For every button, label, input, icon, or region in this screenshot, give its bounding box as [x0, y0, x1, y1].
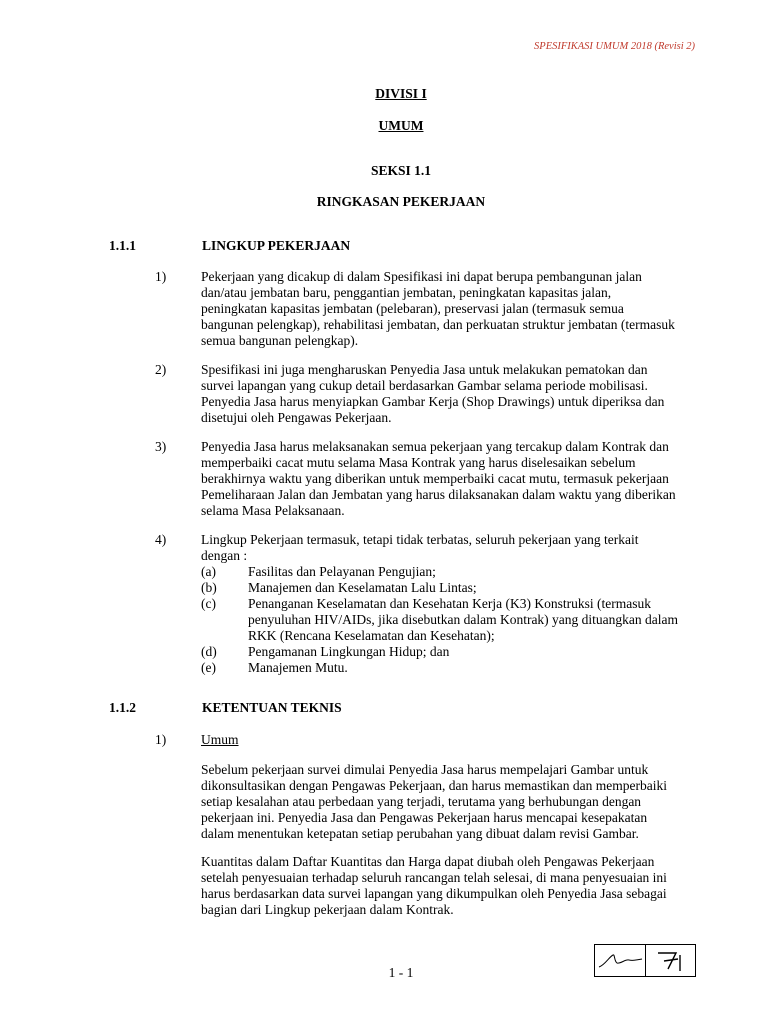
- text-line: dan/atau jembatan baru, penggantian jembatan, peningkatan kapasitas jalan,: [201, 285, 612, 300]
- text-line: bangunan pelengkap), rehabilitasi jembatan, dan perkuatan struktur jembatan (termasuk: [201, 317, 675, 332]
- umum-heading: UMUM: [378, 118, 424, 133]
- signature-cell-1: [595, 945, 646, 976]
- text-line: RKK (Rencana Keselamatan dan Kesehatan);: [248, 628, 495, 643]
- subitem-letter: (e): [201, 660, 216, 675]
- text-line: Spesifikasi ini juga mengharuskan Penyedia Jasa untuk melakukan pematokan dan: [201, 362, 648, 377]
- section-1-1-2-title: KETENTUAN TEKNIS: [202, 700, 342, 715]
- text-line: Penyedia Jasa harus melaksanakan semua pekerjaan yang tercakup dalam Kontrak dan: [201, 439, 669, 454]
- text-line: memperbaiki cacat mutu selama Masa Kontrak yang harus diselesaikan sebelum: [201, 455, 636, 470]
- text-line: disetujui oleh Pengawas Pekerjaan.: [201, 410, 392, 425]
- subitem-a: [201, 564, 696, 580]
- signature-1-icon: [595, 945, 645, 976]
- subitem-text: Manajemen dan Keselamatan Lalu Lintas;: [248, 580, 477, 595]
- text-line: berakhirnya waktu yang diberikan untuk memperbaiki cacat mutu, termasuk pekerjaan: [201, 471, 669, 486]
- item-1-paragraph: [201, 269, 695, 349]
- item-1-number: 1): [155, 269, 167, 284]
- text-line: dalam menentukan ketepatan setiap perubahan yang dibuat dalam revisi Gambar.: [201, 826, 639, 841]
- text-line: semua bangunan pelengkap).: [201, 333, 359, 348]
- text-line: peningkatan kapasitas jembatan (pelebaran), preservasi jalan (termasuk semua: [201, 301, 624, 316]
- text-line: Pekerjaan yang dicakup di dalam Spesifikasi ini dapat berupa pembangunan jalan: [201, 269, 642, 284]
- text-line: Pemeliharaan Jalan dan Jembatan yang harus dilaksanakan dalam waktu yang diberikan: [201, 487, 676, 502]
- subitem-text: Manajemen Mutu.: [248, 660, 348, 675]
- text-line: harus berdasarkan data survei lapangan yang dikumpulkan oleh Penyedia Jasa sebagai: [201, 886, 667, 901]
- subitem-letter: (b): [201, 580, 217, 595]
- text-line: Kuantitas dalam Daftar Kuantitas dan Harga dapat diubah oleh Pengawas Pekerjaan: [201, 854, 655, 869]
- initials-box: [594, 944, 696, 977]
- section-1-1-1-number: 1.1.1: [109, 238, 136, 253]
- subitem-letter: (c): [201, 596, 216, 611]
- item-2-number: 2): [155, 362, 167, 377]
- umum-paragraph-1: [201, 762, 695, 842]
- subitem-b: [201, 580, 696, 596]
- text-line: dikonsultasikan dengan Pengawas Pekerjaan, dan harus memastikan dan memperbaiki: [201, 778, 667, 793]
- text-line: Penyedia Jasa harus menyiapkan Gambar Kerja (Shop Drawings) untuk diperiksa dan: [201, 394, 665, 409]
- text-line: penyuluhan HIV/AIDs, jika disebutkan dalam Kontrak) yang dituangkan dalam: [248, 612, 679, 627]
- subitem-text: [248, 596, 696, 644]
- text-line: dengan :: [201, 548, 248, 563]
- subitem-text: Fasilitas dan Pelayanan Pengujian;: [248, 564, 436, 579]
- umum-paragraph-2: [201, 854, 695, 918]
- subitem-letter: (a): [201, 564, 216, 579]
- text-line: Sebelum pekerjaan survei dimulai Penyedia Jasa harus mempelajari Gambar untuk: [201, 762, 649, 777]
- signature-cell-2: [646, 945, 696, 976]
- subitem-d: [201, 644, 696, 660]
- section-1-1-1-title: LINGKUP PEKERJAAN: [202, 238, 351, 253]
- text-line: Penanganan Keselamatan dan Kesehatan Kerja (K3) Konstruksi (termasuk: [248, 596, 651, 611]
- text-line: selama Masa Pelaksanaan.: [201, 503, 345, 518]
- text-line: pekerjaan ini. Penyedia Jasa dan Pengawas Pekerjaan harus mencapai kesepakatan: [201, 810, 648, 825]
- seksi-heading: SEKSI 1.1: [370, 163, 432, 178]
- header-spec-title: SPESIFIKASI UMUM 2018 (Revisi 2): [534, 41, 695, 52]
- ringkasan-heading: RINGKASAN PEKERJAAN: [316, 194, 486, 209]
- text-line: Lingkup Pekerjaan termasuk, tetapi tidak terbatas, seluruh pekerjaan yang terkait: [201, 532, 639, 547]
- subitem-c: [201, 596, 696, 644]
- item-3-number: 3): [155, 439, 167, 454]
- item-3-paragraph: [201, 439, 695, 519]
- item-4-number: 4): [155, 532, 167, 547]
- divisi-heading: DIVISI I: [375, 86, 427, 101]
- subitem-text: Pengamanan Lingkungan Hidup; dan: [248, 644, 450, 659]
- text-line: bagian dari Lingkup pekerjaan dalam Kontrak.: [201, 902, 454, 917]
- text-line: survei lapangan yang cukup detail berdasarkan Gambar selama periode mobilisasi.: [201, 378, 648, 393]
- item-2-paragraph: [201, 362, 695, 426]
- subitem-e: [201, 660, 696, 676]
- subitem-letter: (d): [201, 644, 217, 659]
- item-umum-number: 1): [155, 732, 167, 747]
- page-number: 1 - 1: [388, 965, 414, 980]
- item-umum-title: Umum: [201, 732, 239, 747]
- section-1-1-2-number: 1.1.2: [109, 700, 136, 715]
- item-4-paragraph: [201, 532, 695, 564]
- text-line: setiap kesalahan atau perbedaan yang terjadi, terutama yang berhubungan dengan: [201, 794, 642, 809]
- text-line: setelah penyesuaian terhadap seluruh rancangan telah selesai, di mana penyesuaian ini: [201, 870, 667, 885]
- signature-2-icon: [646, 945, 696, 976]
